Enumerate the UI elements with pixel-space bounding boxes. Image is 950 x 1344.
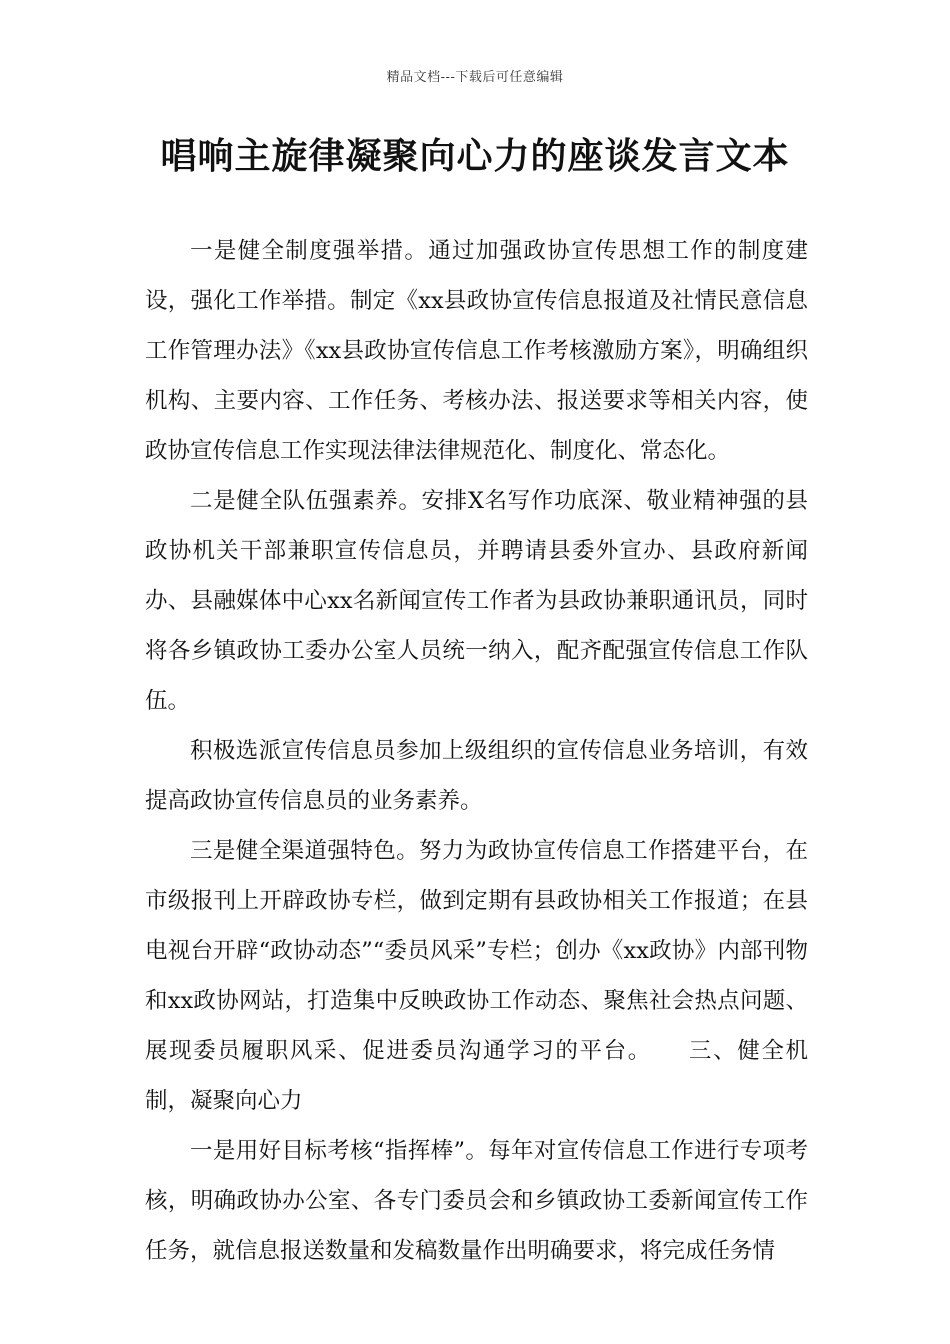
paragraph: 二是健全队伍强素养。安排X名写作功底深、敬业精神强的县政协机关干部兼职宣传信息员，并聘请县委外宣办、县政府新闻办、县融媒体中心xx名新闻宣传工作者为县政协兼职通讯员，同时将各乡镇政协工委办公室人员统一纳入，配齐配强宣传信息工作队伍。 bbox=[145, 488, 808, 714]
document-body bbox=[145, 226, 808, 1276]
paragraph: 一是用好目标考核“指挥棒”。每年对宣传信息工作进行专项考核，明确政协办公室、各专门委员会和乡镇政协工委新闻宣传工作任务，就信息报送数量和发稿数量作出明确要求，将完成任务情 bbox=[145, 1138, 808, 1264]
header-note: 精品文档---下载后可任意编辑 bbox=[386, 70, 564, 85]
paragraph: 一是健全制度强举措。通过加强政协宣传思想工作的制度建设，强化工作举措。制定《xx县政协宣传信息报道及社情民意信息工作管理办法》《xx县政协宣传信息工作考核激励方案》，明确组织机构、主要内容、工作任务、考核办法、报送要求等相关内容，使政协宣传信息工作实现法律法律规范化、制度化、常态化。 bbox=[145, 238, 808, 464]
paragraph: 三是健全渠道强特色。努力为政协宣传信息工作搭建平台，在市级报刊上开辟政协专栏，做到定期有县政协相关工作报道；在县电视台开辟“政协动态”“委员风采”专栏；创办《xx政协》内部刊物和xx政协网站，打造集中反映政协工作动态、聚焦社会热点问题、展现委员履职风采、促进委员沟通学习的平台。 三、健全机制，凝聚向心力 bbox=[145, 838, 808, 1114]
document-title: 唱响主旋律凝聚向心力的座谈发言文本 bbox=[160, 136, 790, 177]
paragraph: 积极选派宣传信息员参加上级组织的宣传信息业务培训，有效提高政协宣传信息员的业务素养。 bbox=[145, 738, 808, 814]
